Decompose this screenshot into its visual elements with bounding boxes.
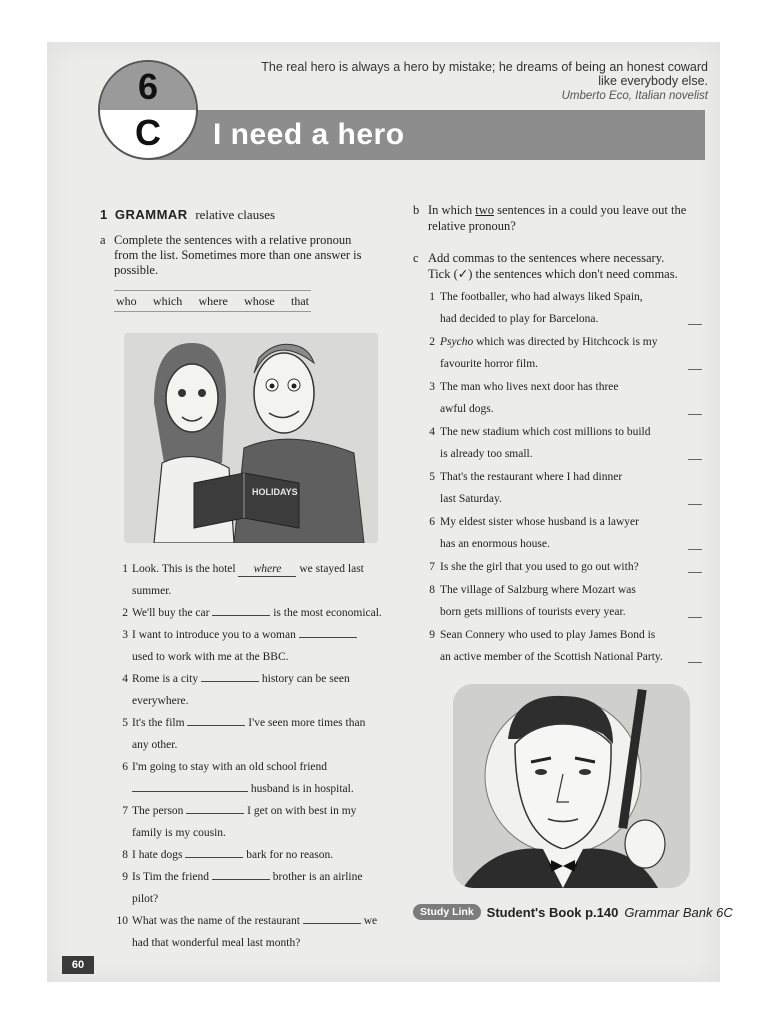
item-number: 5 bbox=[122, 717, 128, 729]
task-b-text: sentences in a could you leave out the bbox=[493, 203, 687, 217]
item-text bbox=[132, 866, 402, 910]
tick-box[interactable] bbox=[688, 324, 702, 325]
item-text bbox=[132, 910, 402, 954]
item-number: 8 bbox=[122, 849, 128, 861]
task-b-line: relative pronoun? bbox=[428, 219, 516, 233]
epigraph bbox=[258, 60, 708, 102]
item-line bbox=[440, 511, 680, 533]
film-title: Psycho bbox=[440, 336, 474, 348]
item-fragment: used to work with me at the BBC. bbox=[132, 651, 289, 663]
tick-box[interactable] bbox=[688, 572, 702, 573]
item-fragment: The man who lives next door has three bbox=[440, 381, 619, 393]
answer-blank[interactable] bbox=[186, 802, 244, 814]
book-cover-label: HOLIDAYS bbox=[252, 487, 298, 497]
page-title: I need a hero bbox=[213, 118, 405, 151]
item-fragment: Look. This is the hotel bbox=[132, 563, 239, 575]
item-fragment: The new stadium which cost millions to build bbox=[440, 426, 651, 438]
item-text bbox=[132, 800, 402, 844]
item-text bbox=[440, 421, 680, 465]
item-fragment: Sean Connery who used to play James Bond is bbox=[440, 629, 656, 641]
item-number: 1 bbox=[122, 563, 128, 575]
task-b-text: In which bbox=[428, 203, 476, 217]
study-link bbox=[413, 904, 733, 920]
item-line bbox=[440, 646, 680, 668]
item-line bbox=[132, 646, 402, 668]
couple-illustration bbox=[124, 333, 378, 543]
unit-letter: C bbox=[135, 112, 161, 153]
task-b-line bbox=[428, 202, 703, 218]
item-fragment: is already too small. bbox=[440, 448, 533, 460]
item-line bbox=[440, 331, 680, 353]
task-c bbox=[413, 250, 703, 282]
item-text bbox=[440, 511, 680, 555]
item-line bbox=[440, 376, 680, 398]
title-band bbox=[150, 110, 705, 160]
item-line bbox=[440, 533, 680, 555]
item-number: 5 bbox=[429, 471, 435, 483]
task-c-line: Tick (✓) the sentences which don't need commas. bbox=[428, 267, 678, 281]
item-fragment: which was directed by Hitchcock is my bbox=[473, 336, 658, 348]
section-topic: relative clauses bbox=[195, 207, 276, 222]
quote-author: Umberto Eco, Italian novelist bbox=[561, 90, 708, 102]
item-text bbox=[132, 756, 402, 800]
item-line bbox=[132, 734, 402, 756]
item-fragment: an active member of the Scottish National Party. bbox=[440, 651, 663, 663]
item-number: 3 bbox=[122, 629, 128, 641]
item-text bbox=[440, 556, 680, 578]
item-line bbox=[440, 624, 680, 646]
answer-blank[interactable] bbox=[303, 912, 361, 924]
answer-blank[interactable] bbox=[187, 714, 245, 726]
item-text bbox=[440, 286, 680, 330]
item-line bbox=[132, 558, 402, 580]
item-number: 10 bbox=[116, 915, 128, 927]
word-item: which bbox=[152, 293, 183, 308]
item-line bbox=[132, 866, 402, 888]
item-fragment: bark for no reason. bbox=[243, 849, 334, 861]
item-number: 4 bbox=[429, 426, 435, 438]
word-item: that bbox=[291, 293, 309, 308]
item-line bbox=[132, 778, 402, 800]
item-text bbox=[440, 466, 680, 510]
item-line bbox=[132, 668, 402, 690]
item-line bbox=[440, 443, 680, 465]
item-fragment: husband is in hospital. bbox=[248, 783, 354, 795]
tick-box[interactable] bbox=[688, 549, 702, 550]
item-line bbox=[440, 286, 680, 308]
item-number: 6 bbox=[429, 516, 435, 528]
item-number: 4 bbox=[122, 673, 128, 685]
item-line bbox=[440, 556, 680, 578]
item-line bbox=[132, 800, 402, 822]
item-fragment: I've seen more times than bbox=[245, 717, 366, 729]
item-number: 9 bbox=[122, 871, 128, 883]
task-b-underlined: two bbox=[475, 203, 494, 217]
tick-box[interactable] bbox=[688, 617, 702, 618]
unit-number: 6 bbox=[137, 66, 159, 107]
item-line bbox=[440, 398, 680, 420]
item-line bbox=[440, 579, 680, 601]
item-fragment: Rome is a city bbox=[132, 673, 201, 685]
word-item: who bbox=[116, 293, 137, 308]
item-line bbox=[440, 488, 680, 510]
task-a-label: a bbox=[100, 233, 106, 247]
item-line bbox=[132, 932, 402, 954]
item-line bbox=[440, 308, 680, 330]
task-a-line: from the list. Sometimes more than one answer is bbox=[114, 248, 362, 262]
section-name: GRAMMAR bbox=[114, 207, 188, 222]
study-link-badge: Study Link bbox=[413, 904, 481, 920]
item-line bbox=[132, 580, 402, 602]
item-fragment: That's the restaurant where I had dinner bbox=[440, 471, 623, 483]
item-fragment: awful dogs. bbox=[440, 403, 494, 415]
item-text bbox=[440, 331, 680, 375]
answer-blank[interactable] bbox=[212, 604, 270, 616]
item-number: 2 bbox=[429, 336, 435, 348]
task-c-label: c bbox=[413, 251, 419, 265]
item-line bbox=[132, 756, 402, 778]
tick-box[interactable] bbox=[688, 504, 702, 505]
item-line bbox=[132, 822, 402, 844]
study-link-bank: Grammar Bank 6C bbox=[624, 904, 733, 920]
item-line bbox=[440, 421, 680, 443]
item-fragment: we bbox=[360, 915, 378, 927]
item-text bbox=[132, 712, 402, 756]
tick-box[interactable] bbox=[688, 414, 702, 415]
task-a-line: Complete the sentences with a relative pronoun bbox=[114, 233, 352, 247]
item-fragment: I get on with best in my bbox=[244, 805, 357, 817]
exercise-a-list bbox=[114, 558, 404, 953]
item-fragment: we stayed last bbox=[296, 563, 364, 575]
page-number: 60 bbox=[62, 956, 94, 974]
item-fragment: last Saturday. bbox=[440, 493, 502, 505]
item-fragment: My eldest sister whose husband is a lawyer bbox=[440, 516, 639, 528]
item-fragment: It's the film bbox=[132, 717, 188, 729]
item-fragment: pilot? bbox=[132, 893, 159, 905]
word-item: where bbox=[198, 293, 228, 308]
item-fragment: is the most economical. bbox=[270, 607, 382, 619]
item-fragment: family is my cousin. bbox=[132, 827, 226, 839]
item-text bbox=[132, 624, 402, 668]
answer-blank[interactable] bbox=[212, 868, 270, 880]
word-list bbox=[114, 290, 311, 312]
item-fragment: has an enormous house. bbox=[440, 538, 550, 550]
item-number: 7 bbox=[122, 805, 128, 817]
item-fragment: everywhere. bbox=[132, 695, 189, 707]
task-c-line: Add commas to the sentences where necessary. bbox=[428, 251, 665, 265]
item-text bbox=[132, 602, 402, 624]
item-fragment: any other. bbox=[132, 739, 178, 751]
item-line bbox=[132, 844, 402, 866]
tick-box[interactable] bbox=[688, 369, 702, 370]
item-line bbox=[440, 601, 680, 623]
item-line bbox=[132, 910, 402, 932]
item-text bbox=[132, 558, 402, 602]
task-a-line: possible. bbox=[114, 263, 159, 277]
item-fragment: Is Tim the friend bbox=[132, 871, 212, 883]
tick-box[interactable] bbox=[688, 459, 702, 460]
item-fragment: The footballer, who had always liked Spain, bbox=[440, 291, 643, 303]
task-a-instructions bbox=[100, 233, 384, 278]
unit-badge bbox=[98, 60, 198, 160]
answer-blank[interactable] bbox=[299, 626, 357, 638]
item-fragment: We'll buy the car bbox=[132, 607, 213, 619]
item-fragment: brother is an airline bbox=[269, 871, 363, 883]
item-fragment: I'm going to stay with an old school friend bbox=[132, 761, 327, 773]
item-fragment: history can be seen bbox=[259, 673, 350, 685]
couple-drawing bbox=[124, 333, 378, 543]
exercise-c-list bbox=[427, 286, 702, 676]
item-fragment: I want to introduce you to a woman bbox=[132, 629, 299, 641]
item-fragment: I hate dogs bbox=[132, 849, 186, 861]
item-fragment: had that wonderful meal last month? bbox=[132, 937, 301, 949]
item-number: 9 bbox=[429, 629, 435, 641]
item-line bbox=[132, 712, 402, 734]
item-fragment: Is she the girl that you used to go out with? bbox=[440, 561, 639, 573]
item-text bbox=[440, 376, 680, 420]
answer-blank[interactable] bbox=[201, 670, 259, 682]
answer-blank[interactable] bbox=[190, 780, 248, 792]
answer-blank[interactable] bbox=[132, 780, 190, 792]
item-text bbox=[440, 579, 680, 623]
word-item: whose bbox=[244, 293, 275, 308]
item-number: 6 bbox=[122, 761, 128, 773]
section-heading bbox=[100, 207, 275, 223]
item-number: 1 bbox=[429, 291, 435, 303]
item-text bbox=[440, 624, 680, 668]
item-line bbox=[132, 888, 402, 910]
item-fragment: What was the name of the restaurant bbox=[132, 915, 303, 927]
item-text bbox=[132, 844, 402, 866]
item-line bbox=[440, 466, 680, 488]
study-link-book: Student's Book p.140 bbox=[486, 904, 619, 920]
section-number: 1 bbox=[100, 207, 108, 222]
item-line bbox=[132, 602, 402, 624]
item-number: 2 bbox=[122, 607, 128, 619]
item-fragment: favourite horror film. bbox=[440, 358, 539, 370]
item-text bbox=[132, 668, 402, 712]
item-line bbox=[440, 353, 680, 375]
answer-blank[interactable] bbox=[185, 846, 243, 858]
bond-drawing bbox=[453, 684, 690, 888]
item-line bbox=[132, 624, 402, 646]
item-number: 7 bbox=[429, 561, 435, 573]
item-fragment: born gets millions of tourists every year. bbox=[440, 606, 626, 618]
task-b-label: b bbox=[413, 203, 420, 217]
task-b bbox=[413, 202, 703, 234]
item-number: 3 bbox=[429, 381, 435, 393]
item-line bbox=[132, 690, 402, 712]
item-fragment: The person bbox=[132, 805, 187, 817]
bond-illustration bbox=[453, 684, 690, 888]
item-fragment: had decided to play for Barcelona. bbox=[440, 313, 599, 325]
item-fragment: summer. bbox=[132, 585, 172, 597]
item-number: 8 bbox=[429, 584, 435, 596]
answer-blank[interactable]: where bbox=[238, 563, 296, 577]
quote-text: The real hero is always a hero by mistake; he dreams of being an honest coward like everybody else. bbox=[261, 60, 708, 88]
item-fragment: The village of Salzburg where Mozart was bbox=[440, 584, 636, 596]
tick-box[interactable] bbox=[688, 662, 702, 663]
